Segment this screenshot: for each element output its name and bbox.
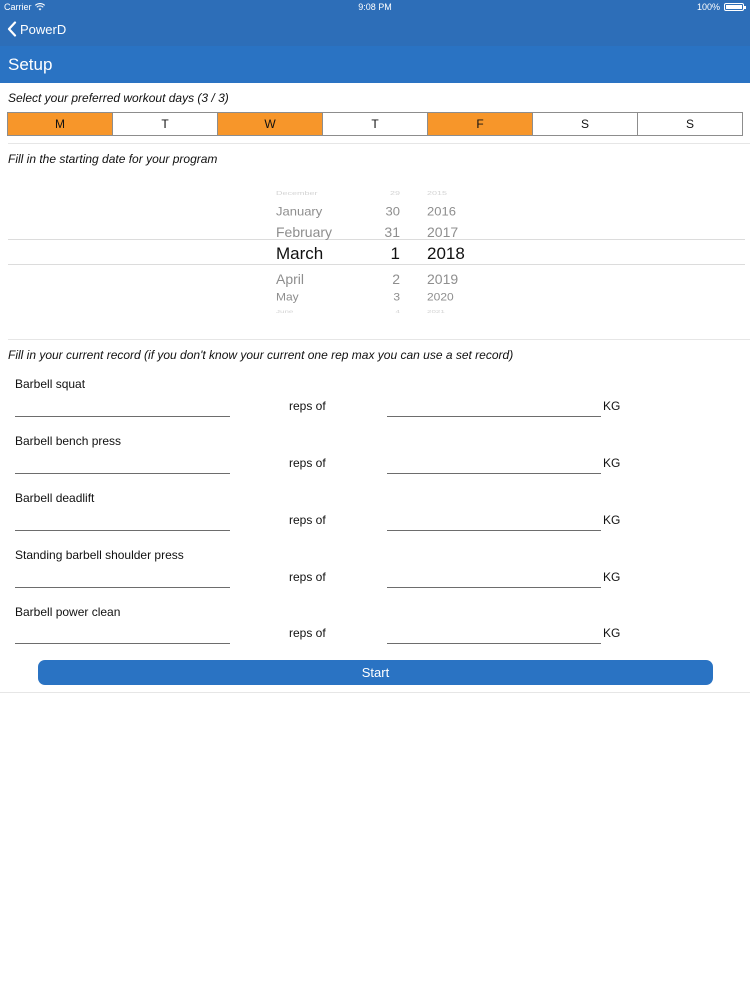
month-option-selected: March <box>276 244 324 263</box>
year-wheel[interactable] <box>427 182 487 317</box>
battery-fill <box>726 5 742 9</box>
day-option: 4 <box>395 308 400 315</box>
month-option: June <box>276 308 294 315</box>
exercise-name: Standing barbell shoulder press <box>15 548 184 562</box>
day-label: F <box>476 117 484 131</box>
workout-days-selector <box>7 112 743 136</box>
day-wednesday[interactable] <box>218 113 323 135</box>
month-option: February <box>276 224 333 240</box>
unit-label: KG <box>603 399 621 413</box>
day-sunday[interactable] <box>638 113 742 135</box>
weight-input-underline <box>387 530 601 531</box>
year-option: 2016 <box>427 204 456 219</box>
reps-input[interactable] <box>15 626 230 644</box>
reps-input[interactable] <box>15 455 230 473</box>
exercise-name: Barbell power clean <box>15 605 121 619</box>
back-button[interactable] <box>6 21 66 37</box>
weight-input[interactable] <box>387 455 601 473</box>
exercise-name: Barbell bench press <box>15 434 122 448</box>
day-option: 2 <box>392 271 400 287</box>
day-label: T <box>161 117 169 131</box>
exercise-name: Barbell deadlift <box>15 491 95 505</box>
reps-of-label: reps of <box>289 570 326 584</box>
day-wheel[interactable] <box>368 182 400 317</box>
day-label: T <box>371 117 379 131</box>
month-option: April <box>276 271 305 287</box>
chevron-left-icon <box>6 21 18 37</box>
weight-input-underline <box>387 587 601 588</box>
year-option: 2020 <box>427 290 454 304</box>
reps-input-underline <box>15 643 230 644</box>
exercise-name: Barbell squat <box>15 377 86 391</box>
weight-input-underline <box>387 416 601 417</box>
weight-input[interactable] <box>387 569 601 587</box>
reps-of-label: reps of <box>289 456 326 470</box>
weight-input-underline <box>387 473 601 474</box>
year-option: 2019 <box>427 271 459 287</box>
carrier-label: Carrier <box>4 2 32 12</box>
unit-label: KG <box>603 626 621 640</box>
title-bar <box>0 46 750 83</box>
reps-of-label: reps of <box>289 399 326 413</box>
year-option: 2017 <box>427 224 459 240</box>
status-time: 9:08 PM <box>358 2 392 12</box>
page-title: Setup <box>8 55 53 74</box>
back-button-label: PowerD <box>20 21 67 37</box>
weight-input[interactable] <box>387 626 601 644</box>
reps-input-underline <box>15 473 230 474</box>
start-button[interactable] <box>38 660 713 685</box>
records-label: Fill in your current record (if you don't know your current one rep max you can use a set record) <box>8 348 514 362</box>
date-picker[interactable] <box>8 182 745 317</box>
day-option: 29 <box>389 190 400 196</box>
battery-percent: 100% <box>696 2 720 12</box>
year-option: 2021 <box>427 308 445 315</box>
weight-input[interactable] <box>387 398 601 416</box>
divider <box>8 143 750 144</box>
reps-input-underline <box>15 530 230 531</box>
unit-label: KG <box>603 570 621 584</box>
day-saturday[interactable] <box>533 113 638 135</box>
month-option: January <box>276 204 323 219</box>
day-option: 3 <box>393 290 400 304</box>
unit-label: KG <box>603 456 621 470</box>
month-wheel[interactable] <box>276 182 366 317</box>
start-date-label: Fill in the starting date for your program <box>8 152 218 166</box>
day-option-selected: 1 <box>390 244 400 263</box>
weight-input-underline <box>387 643 601 644</box>
divider <box>0 692 750 693</box>
day-label: S <box>685 117 694 131</box>
year-option-selected: 2018 <box>427 244 465 263</box>
battery-icon <box>724 3 744 11</box>
reps-input[interactable] <box>15 398 230 416</box>
day-thursday[interactable] <box>323 113 428 135</box>
nav-bar <box>0 14 750 46</box>
month-option: December <box>276 190 318 196</box>
reps-input[interactable] <box>15 569 230 587</box>
weight-input[interactable] <box>387 512 601 530</box>
day-label: M <box>55 117 65 131</box>
month-option: May <box>276 290 299 304</box>
reps-input[interactable] <box>15 512 230 530</box>
reps-of-label: reps of <box>289 626 326 640</box>
day-option: 30 <box>385 204 400 219</box>
day-friday[interactable] <box>428 113 533 135</box>
reps-of-label: reps of <box>289 513 326 527</box>
day-monday[interactable] <box>8 113 113 135</box>
day-option: 31 <box>384 224 400 240</box>
status-right <box>697 2 744 12</box>
workout-days-label: Select your preferred workout days (3 / 3) <box>8 91 229 105</box>
start-button-label: Start <box>361 665 390 680</box>
divider <box>8 339 750 340</box>
day-label: S <box>580 117 589 131</box>
year-option: 2015 <box>427 190 448 196</box>
reps-input-underline <box>15 416 230 417</box>
status-bar <box>0 0 750 14</box>
day-tuesday[interactable] <box>113 113 218 135</box>
reps-input-underline <box>15 587 230 588</box>
unit-label: KG <box>603 513 621 527</box>
day-label: W <box>264 117 276 131</box>
